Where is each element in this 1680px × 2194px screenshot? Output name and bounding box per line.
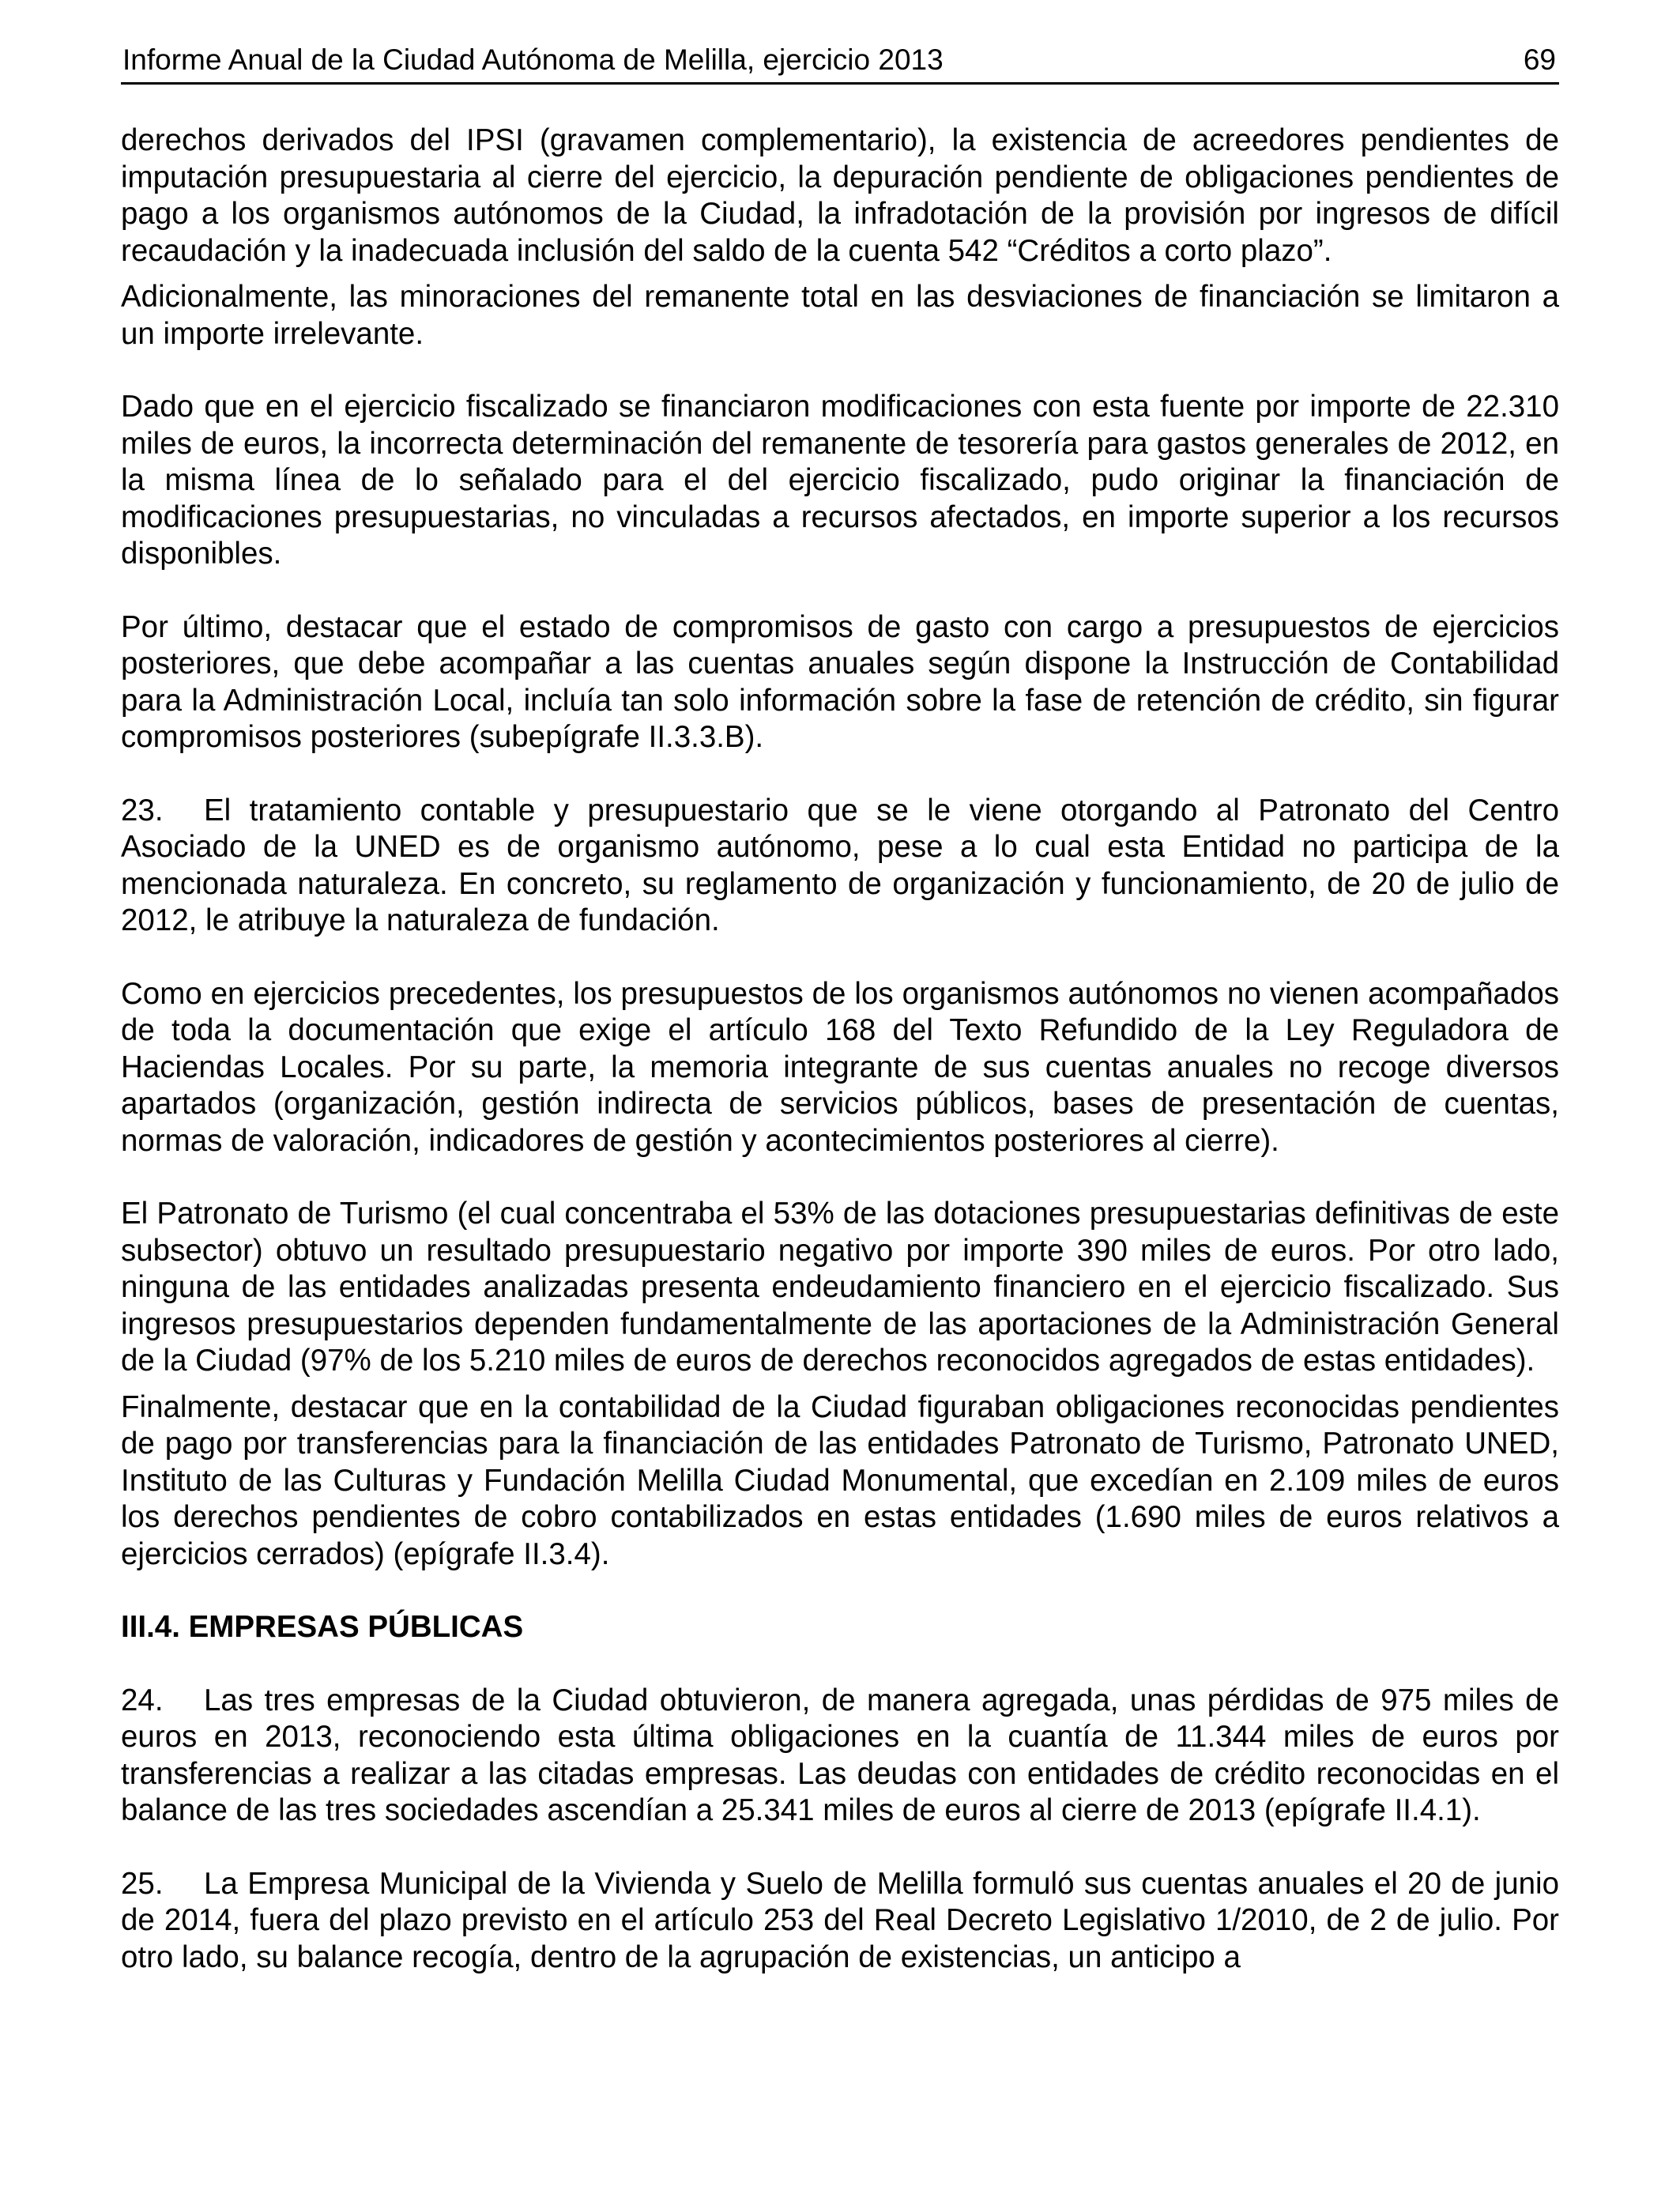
numbered-paragraph: [121, 1683, 1559, 1830]
paragraph-number: 25.: [121, 1866, 164, 1901]
paragraph: [121, 389, 1559, 573]
paragraph-text: Las tres empresas de la Ciudad obtuvieron, de manera agregada, unas pérdidas de 975 miles de euros en 2013, reconociendo esta última obligaciones en la cuantía de 11.344 miles de euros por transferencias a realizar a las citadas empresas. Las deudas con entidades de crédito reconocidas en el balance de las tres sociedades ascendían a 25.341 miles de euros al cierre de 2013 (epígrafe II.4.1).: [121, 1683, 1559, 1827]
paragraph-text: Dado que en el ejercicio fiscalizado se financiaron modificaciones con esta fuente por importe de 22.310 miles de euros, la incorrecta determinación del remanente de tesorería para gastos generales de 2012, en la misma línea de lo señalado para el del ejercicio fiscalizado, pudo originar la financiación de modificaciones presupuestarias, no vinculadas a recursos afectados, en importe superior a los recursos disponibles.: [121, 390, 1559, 571]
paragraph: [121, 279, 1559, 352]
page-header: [121, 38, 1559, 85]
header-title: Informe Anual de la Ciudad Autónoma de Melilla, ejercicio 2013: [122, 43, 944, 76]
paragraph: [121, 123, 1559, 270]
paragraph: [121, 1196, 1559, 1380]
document-body: [121, 123, 1559, 1976]
paragraph-text: El Patronato de Turismo (el cual concentraba el 53% de las dotaciones presupuestarias definitivas de este subsector) obtuvo un resultado presupuestario negativo por importe 390 miles de euros. Por otro lado, ninguna de las entidades analizadas presenta endeudamiento financiero en el ejercicio fiscalizado. Sus ingresos presupuestarios dependen fundamentalmente de las aportaciones de la Administración General de la Ciudad (97% de los 5.210 miles de euros de derechos reconocidos agregados de estas entidades).: [121, 1197, 1559, 1378]
paragraph-text: Como en ejercicios precedentes, los presupuestos de los organismos autónomos no vienen acompañados de toda la documentación que exige el artículo 168 del Texto Refundido de la Ley Reguladora de Haciendas Locales. Por su parte, la memoria integrante de sus cuentas anuales no recoge diversos apartados (organización, gestión indirecta de servicios públicos, bases de presentación de cuentas, normas de valoración, indicadores de gestión y acontecimientos posteriores al cierre).: [121, 976, 1559, 1158]
page-number: 69: [1523, 43, 1556, 76]
paragraph-text: Adicionalmente, las minoraciones del remanente total en las desviaciones de financiación se limitaron a un importe irrelevante.: [121, 280, 1559, 351]
paragraph-text: Por último, destacar que el estado de compromisos de gasto con cargo a presupuestos de ejercicios posteriores, que debe acompañar a las cuentas anuales según dispone la Instrucción de Contabilidad para la Administración Local, incluía tan solo información sobre la fase de retención de crédito, sin figurar compromisos posteriores (subepígrafe II.3.3.B).: [121, 609, 1559, 754]
paragraph: [121, 1389, 1559, 1574]
section-heading: III.4. EMPRESAS PÚBLICAS: [121, 1610, 524, 1644]
paragraph-text: La Empresa Municipal de la Vivienda y Suelo de Melilla formuló sus cuentas anuales el 20 de junio de 2014, fuera del plazo previsto en el artículo 253 del Real Decreto Legislativo 1/2010, de 2 de julio. Por otro lado, su balance recogía, dentro de la agrupación de existencias, un anticipo a: [121, 1866, 1559, 1974]
paragraph-text: Finalmente, destacar que en la contabilidad de la Ciudad figuraban obligaciones reconocidas pendientes de pago por transferencias para la financiación de las entidades Patronato de Turismo, Patronato UNED, Instituto de las Culturas y Fundación Melilla Ciudad Monumental, que excedían en 2.109 miles de euros los derechos pendientes de cobro contabilizados en estas entidades (1.690 miles de euros relativos a ejercicios cerrados) (epígrafe II.3.4).: [121, 1389, 1559, 1571]
paragraph: [121, 609, 1559, 756]
paragraph-text: derechos derivados del IPSI (gravamen complementario), la existencia de acreedores pendientes de imputación presupuestaria al cierre del ejercicio, la depuración pendiente de obligaciones pendientes de pago a los organismos autónomos de la Ciudad, la infradotación de la provisión por ingresos de difícil recaudación y la inadecuada inclusión del saldo de la cuenta 542 “Créditos a corto plazo”.: [121, 123, 1559, 268]
numbered-paragraph: [121, 1866, 1559, 1977]
paragraph: [121, 976, 1559, 1160]
numbered-paragraph: [121, 793, 1559, 940]
paragraph-number: 24.: [121, 1683, 164, 1717]
paragraph-number: 23.: [121, 793, 164, 827]
paragraph-text: El tratamiento contable y presupuestario que se le viene otorgando al Patronato del Centro Asociado de la UNED es de organismo autónomo, pese a lo cual esta Entidad no participa de la mencionada naturaleza. En concreto, su reglamento de organización y funcionamiento, de 20 de julio de 2012, le atribuye la naturaleza de fundación.: [121, 793, 1559, 937]
